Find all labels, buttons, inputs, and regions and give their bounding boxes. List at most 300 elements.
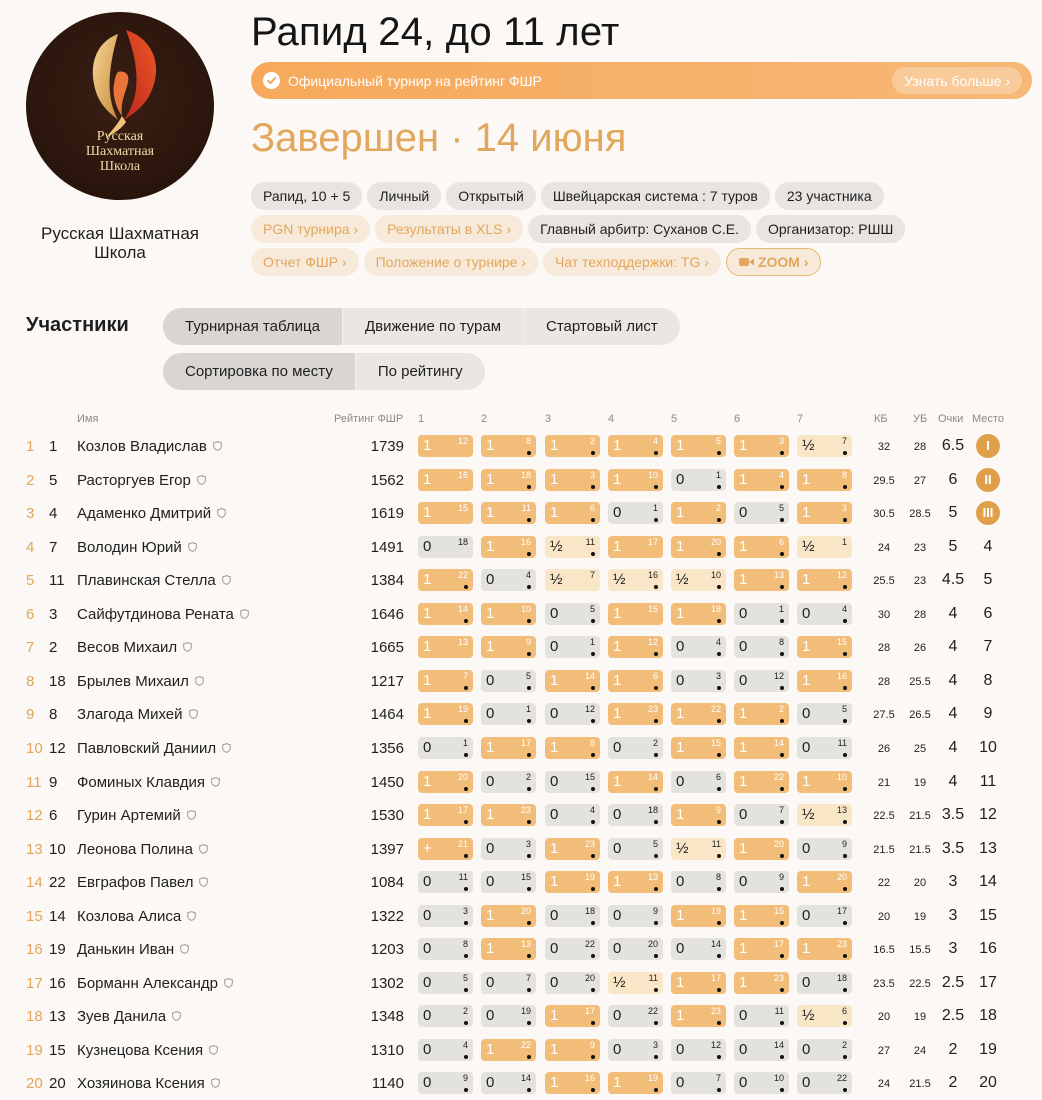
black-pieces-dot — [780, 1055, 784, 1059]
tab-standings[interactable]: Турнирная таблица — [163, 308, 343, 345]
round-result-cell[interactable] — [797, 536, 852, 558]
start-number: 6 — [49, 807, 58, 825]
round-result-cell[interactable] — [671, 469, 726, 491]
opponent-number: 11 — [774, 1006, 784, 1017]
black-pieces-dot — [780, 988, 784, 992]
table-row[interactable] — [0, 867, 1042, 901]
final-place: 5 — [983, 571, 993, 589]
table-row[interactable] — [0, 800, 1042, 834]
table-row[interactable] — [0, 465, 1042, 499]
round-result-cell[interactable] — [734, 771, 789, 793]
opponent-number: 20 — [773, 838, 784, 849]
player-name[interactable] — [77, 606, 249, 623]
round-result-cell[interactable] — [608, 871, 663, 893]
opponent-number: 9 — [462, 1073, 468, 1084]
round-result-cell[interactable] — [608, 1039, 663, 1061]
table-row[interactable] — [0, 1068, 1042, 1100]
round-result-cell[interactable] — [545, 569, 600, 591]
round-result-cell[interactable] — [734, 502, 789, 524]
round-result-cell[interactable] — [418, 636, 473, 658]
game-result: 0 — [486, 1074, 495, 1092]
player-rating: 1310 — [370, 1041, 404, 1059]
round-result-cell[interactable] — [797, 670, 852, 692]
shield-icon — [224, 978, 233, 988]
round-result-cell[interactable] — [481, 804, 536, 826]
table-row[interactable] — [0, 498, 1042, 532]
round-result-cell[interactable] — [734, 603, 789, 625]
round-result-cell[interactable] — [481, 502, 536, 524]
round-result-cell[interactable] — [545, 938, 600, 960]
round-result-cell[interactable] — [481, 469, 536, 491]
round-result-cell[interactable] — [797, 804, 852, 826]
table-row[interactable] — [0, 1035, 1042, 1069]
round-result-cell[interactable] — [608, 972, 663, 994]
final-place: 11 — [979, 772, 997, 790]
round-result-cell[interactable] — [608, 435, 663, 457]
round-result-cell[interactable] — [481, 1072, 536, 1094]
round-result-cell[interactable] — [481, 1005, 536, 1027]
table-row[interactable] — [0, 767, 1042, 801]
black-pieces-dot — [717, 954, 721, 958]
round-result-cell[interactable] — [797, 1005, 852, 1027]
player-name[interactable] — [77, 941, 189, 958]
round-result-cell[interactable] — [671, 703, 726, 725]
game-result: 0 — [676, 1040, 685, 1058]
black-pieces-dot — [717, 921, 721, 925]
round-result-cell[interactable] — [608, 703, 663, 725]
opponent-number: 23 — [647, 704, 658, 715]
black-pieces-dot — [654, 485, 658, 489]
round-result-cell[interactable] — [671, 905, 726, 927]
round-result-cell[interactable] — [734, 938, 789, 960]
header-place: Место — [972, 413, 1004, 425]
opponent-number: 16 — [836, 670, 847, 681]
opponent-number: 11 — [711, 838, 721, 849]
table-row[interactable] — [0, 699, 1042, 733]
pgn-link[interactable]: PGN турнира › — [251, 215, 370, 243]
round-result-cell[interactable] — [481, 972, 536, 994]
buchholz-cut: 30.5 — [873, 508, 895, 521]
round-result-cell[interactable] — [481, 603, 536, 625]
round-result-cell[interactable] — [671, 771, 726, 793]
black-pieces-dot — [654, 887, 658, 891]
round-result-cell[interactable] — [545, 905, 600, 927]
round-result-cell[interactable] — [545, 603, 600, 625]
round-result-cell[interactable] — [797, 972, 852, 994]
black-pieces-dot — [464, 854, 468, 858]
round-result-cell[interactable] — [418, 871, 473, 893]
black-pieces-dot — [591, 552, 595, 556]
round-result-cell[interactable] — [734, 636, 789, 658]
game-result: 0 — [550, 772, 559, 790]
buchholz-cut: 27.5 — [873, 709, 895, 722]
round-result-cell[interactable] — [418, 737, 473, 759]
round-result-cell[interactable] — [545, 469, 600, 491]
round-result-cell[interactable] — [418, 670, 473, 692]
player-name[interactable] — [77, 1008, 181, 1025]
round-result-cell[interactable] — [481, 838, 536, 860]
round-result-cell[interactable] — [671, 737, 726, 759]
round-result-cell[interactable] — [797, 1072, 852, 1094]
round-result-cell[interactable] — [734, 838, 789, 860]
table-row[interactable] — [0, 565, 1042, 599]
round-result-cell[interactable] — [481, 938, 536, 960]
player-rating: 1217 — [370, 672, 404, 690]
final-place: 10 — [979, 738, 997, 756]
round-result-cell[interactable] — [797, 938, 852, 960]
round-result-cell[interactable] — [608, 804, 663, 826]
round-result-cell[interactable] — [545, 737, 600, 759]
shield-icon — [211, 1078, 220, 1088]
player-name[interactable] — [77, 1042, 218, 1059]
game-result: 0 — [802, 1074, 811, 1092]
round-result-cell[interactable] — [797, 1039, 852, 1061]
round-result-cell[interactable] — [545, 636, 600, 658]
game-result: ½ — [676, 571, 689, 589]
round-result-cell[interactable] — [734, 737, 789, 759]
opponent-number: 23 — [773, 972, 784, 983]
round-result-cell[interactable] — [734, 469, 789, 491]
round-result-cell[interactable] — [545, 1005, 600, 1027]
game-result: 0 — [486, 1007, 495, 1025]
player-name[interactable] — [77, 975, 233, 992]
player-name[interactable] — [77, 572, 231, 589]
game-result: 0 — [550, 604, 559, 622]
opponent-number: 17 — [520, 737, 531, 748]
round-result-cell[interactable] — [608, 670, 663, 692]
tab-sort-by-place[interactable]: Сортировка по месту — [163, 353, 356, 390]
round-result-cell[interactable] — [608, 469, 663, 491]
opponent-number: 4 — [525, 570, 531, 581]
round-result-cell[interactable] — [418, 804, 473, 826]
player-name[interactable] — [77, 774, 220, 791]
round-result-cell[interactable] — [545, 1039, 600, 1061]
round-result-cell[interactable] — [671, 838, 726, 860]
round-result-cell[interactable] — [545, 703, 600, 725]
game-result: 0 — [423, 906, 432, 924]
table-row[interactable] — [0, 431, 1042, 465]
game-result: 1 — [676, 973, 685, 991]
place-number: 20 — [26, 1075, 43, 1093]
round-result-cell[interactable] — [608, 905, 663, 927]
game-result: 0 — [739, 638, 748, 656]
opponent-number: 2 — [589, 436, 595, 446]
shield-icon — [199, 877, 208, 887]
round-result-cell[interactable] — [734, 536, 789, 558]
game-result: 0 — [802, 839, 811, 857]
round-result-cell[interactable] — [797, 737, 852, 759]
player-name-text: Зуев Данила — [77, 1008, 167, 1026]
round-result-cell[interactable] — [608, 1005, 663, 1027]
round-result-cell[interactable] — [671, 938, 726, 960]
opponent-number: 18 — [647, 805, 658, 816]
table-row[interactable] — [0, 968, 1042, 1002]
round-result-cell[interactable] — [481, 703, 536, 725]
black-pieces-dot — [527, 753, 531, 757]
round-result-cell[interactable] — [545, 502, 600, 524]
round-result-cell[interactable] — [418, 938, 473, 960]
round-result-cell[interactable] — [734, 1005, 789, 1027]
opponent-number: 11 — [837, 737, 847, 748]
round-result-cell[interactable] — [418, 469, 473, 491]
round-result-cell[interactable] — [545, 972, 600, 994]
round-result-cell[interactable] — [418, 536, 473, 558]
game-result: 0 — [739, 504, 748, 522]
round-result-cell[interactable] — [418, 603, 473, 625]
player-name[interactable] — [77, 740, 231, 757]
final-place: 4 — [983, 537, 993, 555]
round-result-cell[interactable] — [545, 1072, 600, 1094]
round-result-cell[interactable] — [418, 435, 473, 457]
round-result-cell[interactable] — [608, 502, 663, 524]
player-name[interactable] — [77, 874, 208, 891]
game-result: 0 — [550, 906, 559, 924]
black-pieces-dot — [591, 887, 595, 891]
shield-icon — [197, 475, 206, 485]
round-result-cell[interactable] — [671, 1005, 726, 1027]
round-result-cell[interactable] — [671, 569, 726, 591]
round-result-cell[interactable] — [797, 603, 852, 625]
opponent-number: 2 — [841, 1039, 847, 1050]
round-result-cell[interactable] — [545, 536, 600, 558]
round-result-cell[interactable] — [608, 536, 663, 558]
zoom-button[interactable] — [726, 248, 822, 276]
round-result-cell[interactable] — [481, 737, 536, 759]
xls-results-link[interactable]: Результаты в XLS › — [375, 215, 523, 243]
opponent-number: 12 — [773, 670, 784, 681]
table-row[interactable] — [0, 632, 1042, 666]
round-result-cell[interactable] — [608, 771, 663, 793]
round-result-cell[interactable] — [608, 737, 663, 759]
shield-icon — [240, 609, 249, 619]
organization-name[interactable]: Русская Шахматная Школа — [41, 224, 199, 262]
player-name[interactable] — [77, 673, 204, 690]
round-result-cell[interactable] — [671, 670, 726, 692]
round-result-cell[interactable] — [481, 536, 536, 558]
round-result-cell[interactable] — [734, 435, 789, 457]
round-result-cell[interactable] — [545, 804, 600, 826]
round-result-cell[interactable] — [418, 1039, 473, 1061]
player-name[interactable] — [77, 908, 196, 925]
opponent-number: 8 — [778, 637, 784, 648]
round-result-cell[interactable] — [671, 1039, 726, 1061]
black-pieces-dot — [780, 787, 784, 791]
opponent-number: 6 — [778, 536, 784, 547]
table-row[interactable] — [0, 934, 1042, 968]
round-result-cell[interactable] — [481, 435, 536, 457]
round-result-cell[interactable] — [418, 569, 473, 591]
round-result-cell[interactable] — [671, 536, 726, 558]
round-result-cell[interactable] — [671, 502, 726, 524]
round-result-cell[interactable] — [545, 771, 600, 793]
game-result: 0 — [486, 671, 495, 689]
round-result-cell[interactable] — [671, 603, 726, 625]
game-result: 0 — [739, 806, 748, 824]
round-result-cell[interactable] — [734, 871, 789, 893]
tab-sort-by-rating[interactable]: По рейтингу — [377, 363, 463, 380]
round-result-cell[interactable] — [481, 871, 536, 893]
player-name[interactable] — [77, 505, 226, 522]
game-result: 1 — [486, 537, 495, 555]
round-result-cell[interactable] — [481, 905, 536, 927]
final-place: 15 — [979, 906, 997, 924]
round-result-cell[interactable] — [671, 435, 726, 457]
black-pieces-dot — [464, 1088, 468, 1092]
player-name[interactable] — [77, 438, 222, 455]
round-result-cell[interactable] — [671, 804, 726, 826]
tab-start-list[interactable]: Стартовый лист — [546, 318, 658, 335]
round-result-cell[interactable] — [608, 636, 663, 658]
round-result-cell[interactable] — [418, 1072, 473, 1094]
buchholz-cut: 32 — [877, 441, 891, 453]
game-result: 0 — [423, 1040, 432, 1058]
player-name[interactable] — [77, 807, 196, 824]
player-name[interactable] — [77, 1075, 220, 1092]
game-result: 1 — [423, 571, 432, 589]
round-result-cell[interactable] — [797, 703, 852, 725]
final-place: 7 — [983, 638, 993, 656]
round-result-cell[interactable] — [418, 972, 473, 994]
player-name[interactable] — [77, 706, 198, 723]
game-result: 1 — [676, 738, 685, 756]
round-result-cell[interactable] — [545, 435, 600, 457]
game-result: 1 — [423, 604, 432, 622]
buchholz-cut: 29.5 — [873, 474, 895, 487]
game-result: 1 — [486, 940, 495, 958]
opponent-number: 4 — [589, 805, 595, 816]
player-name[interactable] — [77, 539, 197, 556]
player-rating: 1619 — [370, 505, 404, 523]
round-result-cell[interactable] — [481, 670, 536, 692]
player-rating: 1646 — [370, 605, 404, 623]
round-result-cell[interactable] — [418, 905, 473, 927]
buchholz-cut: 28 — [877, 675, 891, 688]
game-result: 0 — [613, 940, 622, 958]
round-result-cell[interactable] — [734, 905, 789, 927]
round-result-cell[interactable] — [481, 569, 536, 591]
round-result-cell[interactable] — [545, 670, 600, 692]
round-result-cell[interactable] — [608, 1072, 663, 1094]
buchholz-cut: 30 — [877, 608, 891, 621]
round-result-cell[interactable] — [734, 670, 789, 692]
round-result-cell[interactable] — [608, 938, 663, 960]
round-result-cell[interactable] — [734, 972, 789, 994]
place-number: 17 — [26, 974, 43, 992]
player-name[interactable] — [77, 472, 206, 489]
round-result-cell[interactable] — [545, 838, 600, 860]
round-result-cell[interactable] — [418, 771, 473, 793]
points: 4 — [948, 738, 958, 756]
black-pieces-dot — [717, 753, 721, 757]
start-number: 10 — [49, 840, 66, 858]
table-row[interactable] — [0, 599, 1042, 633]
place-number: 15 — [26, 907, 43, 925]
round-result-cell[interactable] — [481, 1039, 536, 1061]
header-name: Имя — [77, 413, 99, 425]
game-result: 0 — [423, 940, 432, 958]
black-pieces-dot — [591, 518, 595, 522]
round-result-cell[interactable] — [797, 469, 852, 491]
table-row[interactable] — [0, 901, 1042, 935]
round-result-cell[interactable] — [671, 871, 726, 893]
round-result-cell[interactable] — [797, 636, 852, 658]
round-result-cell[interactable] — [481, 771, 536, 793]
player-rating: 1084 — [370, 874, 404, 892]
black-pieces-dot — [591, 1021, 595, 1025]
game-result: 0 — [423, 873, 432, 891]
round-result-cell[interactable] — [418, 838, 473, 860]
round-result-cell[interactable] — [797, 569, 852, 591]
opponent-number: 3 — [525, 838, 531, 849]
fshr-report-link[interactable]: Отчет ФШР › — [251, 248, 359, 276]
game-result: 1 — [486, 638, 495, 656]
game-result: 1 — [486, 806, 495, 824]
round-result-cell[interactable] — [797, 771, 852, 793]
opponent-number: 7 — [715, 1073, 721, 1084]
round-result-cell[interactable] — [608, 569, 663, 591]
game-result: 0 — [486, 839, 495, 857]
round-result-cell[interactable] — [734, 1072, 789, 1094]
round-result-cell[interactable] — [734, 804, 789, 826]
black-pieces-dot — [717, 518, 721, 522]
round-result-cell[interactable] — [734, 703, 789, 725]
round-result-cell[interactable] — [481, 636, 536, 658]
place-number: 19 — [26, 1041, 43, 1059]
round-result-cell[interactable] — [797, 435, 852, 457]
round-result-cell[interactable] — [545, 871, 600, 893]
round-result-cell[interactable] — [671, 972, 726, 994]
round-result-cell[interactable] — [608, 603, 663, 625]
opponent-number: 17 — [710, 972, 721, 983]
table-row[interactable] — [0, 733, 1042, 767]
opponent-number: 19 — [520, 1006, 531, 1017]
game-result: 1 — [739, 537, 748, 555]
round-result-cell[interactable] — [734, 569, 789, 591]
black-pieces-dot — [527, 887, 531, 891]
game-result: 1 — [802, 470, 811, 488]
table-row[interactable] — [0, 666, 1042, 700]
player-name[interactable] — [77, 639, 192, 656]
round-result-cell[interactable] — [797, 502, 852, 524]
tab-round-progress[interactable]: Движение по турам — [343, 308, 524, 345]
points: 4.5 — [941, 571, 965, 589]
game-result: 1 — [613, 604, 622, 622]
player-name[interactable] — [77, 841, 208, 858]
learn-more-button[interactable]: Узнать больше › — [892, 67, 1022, 94]
table-row[interactable] — [0, 1001, 1042, 1035]
player-name-text: Фоминых Клавдия — [77, 773, 206, 791]
opponent-number: 18 — [836, 972, 847, 983]
table-row[interactable] — [0, 834, 1042, 868]
round-result-cell[interactable] — [671, 1072, 726, 1094]
round-result-cell[interactable] — [734, 1039, 789, 1061]
round-result-cell[interactable] — [671, 636, 726, 658]
game-result: 1 — [550, 1074, 559, 1092]
support-chat-link[interactable]: Чат техподдержки: TG › — [543, 248, 721, 276]
table-row[interactable] — [0, 532, 1042, 566]
regulations-link[interactable]: Положение о турнире › — [364, 248, 538, 276]
round-result-cell[interactable] — [797, 871, 852, 893]
round-result-cell[interactable] — [418, 703, 473, 725]
round-result-cell[interactable] — [418, 1005, 473, 1027]
round-result-cell[interactable] — [608, 838, 663, 860]
points: 4 — [948, 671, 958, 689]
round-result-cell[interactable] — [797, 838, 852, 860]
shield-icon — [222, 575, 231, 585]
round-result-cell[interactable] — [797, 905, 852, 927]
black-pieces-dot — [654, 451, 658, 455]
round-result-cell[interactable] — [418, 502, 473, 524]
